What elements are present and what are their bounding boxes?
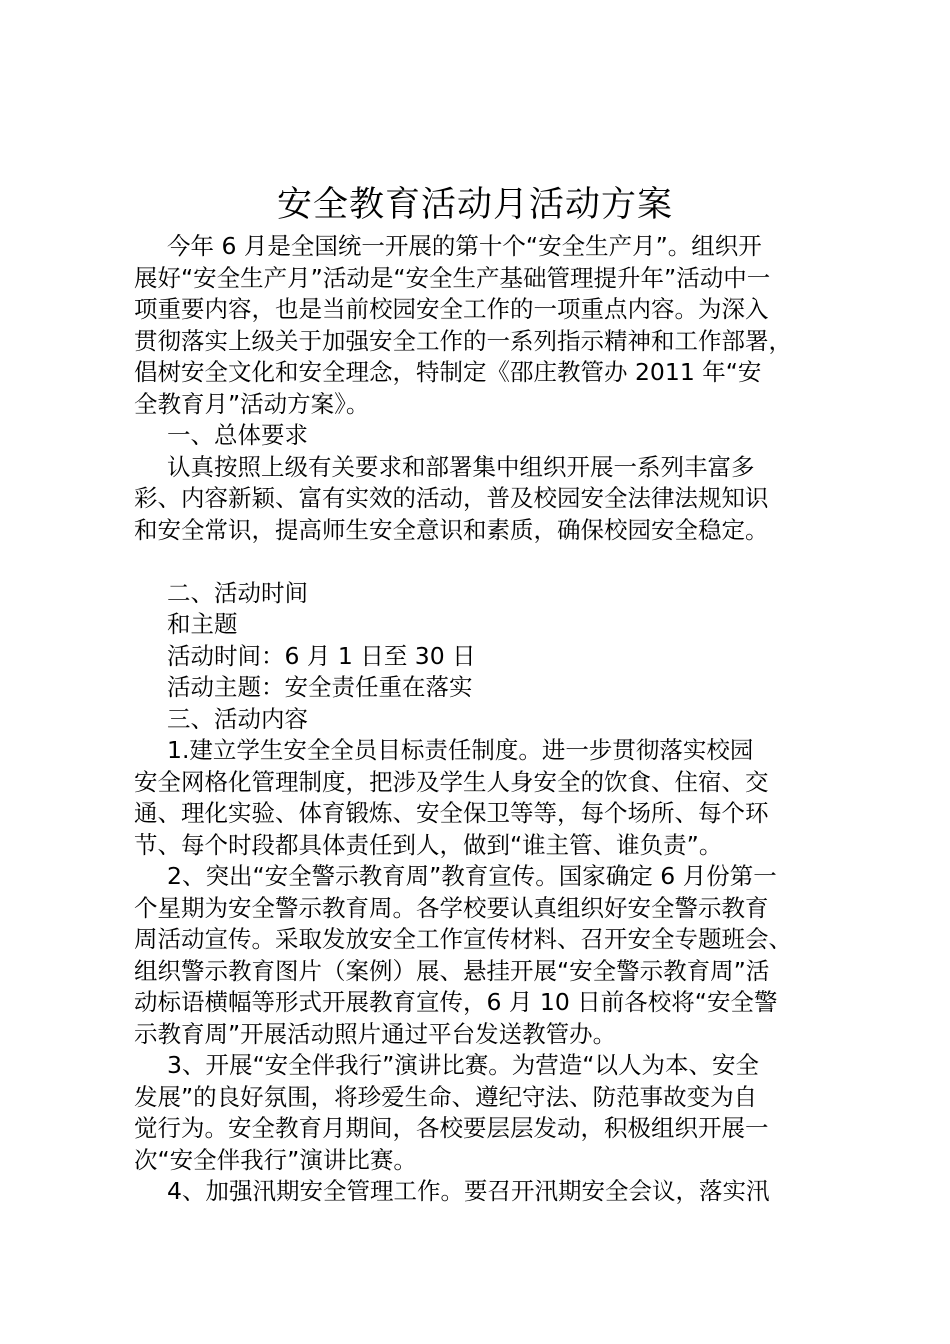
paragraph-line: 彩、内容新颖、富有实效的活动，普及校园安全法律法规知识	[134, 484, 769, 512]
section-heading: 三、活动内容	[167, 704, 308, 733]
paragraph-line: 4、加强汛期安全管理工作。要召开汛期安全会议，落实汛	[167, 1177, 770, 1205]
document-title: 安全教育活动月活动方案	[276, 185, 673, 225]
section-heading-continued: 和主题	[167, 610, 238, 638]
section-heading: 一、总体要求	[167, 421, 308, 449]
paragraph-line: 组织警示教育图片（案例）展、悬挂开展“安全警示教育周”活	[134, 956, 770, 985]
paragraph-line: 和安全常识，提高师生安全意识和素质，确保校园安全稳定。	[134, 515, 769, 544]
paragraph-line: 2、突出“安全警示教育周”教育宣传。国家确定 6 月份第一	[167, 862, 777, 890]
paragraph-line: 发展”的良好氛围，将珍爱生命、遵纪守法、防范事故变为自	[134, 1082, 758, 1111]
paragraph-line: 活动主题：安全责任重在落实	[167, 673, 473, 701]
paragraph-line: 全教育月”活动方案》。	[134, 389, 370, 418]
document-body	[134, 231, 850, 1208]
paragraph-line: 贯彻落实上级关于加强安全工作的一系列指示精神和工作部署，	[134, 326, 792, 355]
paragraph-line: 动标语横幅等形式开展教育宣传，6 月 10 日前各校将“安全警	[134, 988, 778, 1016]
paragraph-line: 周活动宣传。采取发放安全工作宣传材料、召开安全专题班会、	[134, 925, 792, 953]
paragraph-line: 展好“安全生产月”活动是“安全生产基础管理提升年”活动中一	[134, 263, 771, 292]
paragraph-line: 示教育周”开展活动照片通过平台发送教管办。	[134, 1019, 617, 1048]
paragraph-line: 觉行为。安全教育月期间，各校要层层发动，积极组织开展一	[134, 1114, 769, 1142]
paragraph-line: 认真按照上级有关要求和部署集中组织开展一系列丰富多	[167, 452, 755, 481]
paragraph-line: 1.建立学生安全全员目标责任制度。进一步贯彻落实校园	[167, 736, 754, 764]
section-heading: 二、活动时间	[167, 578, 308, 607]
paragraph-line: 今年 6 月是全国统一开展的第十个“安全生产月”。组织开	[167, 232, 762, 260]
blank-line	[134, 546, 850, 578]
paragraph-line: 项重要内容，也是当前校园安全工作的一项重点内容。为深入	[134, 295, 769, 323]
paragraph-line: 3、开展“安全伴我行”演讲比赛。为营造“以人为本、安全	[167, 1051, 759, 1079]
paragraph-line: 通、理化实验、体育锻炼、安全保卫等等，每个场所、每个环	[134, 799, 769, 827]
paragraph-line: 节、每个时段都具体责任到人，做到“谁主管、谁负责”。	[134, 830, 723, 859]
paragraph-line: 次“安全伴我行”演讲比赛。	[134, 1145, 417, 1174]
paragraph-line: 倡树安全文化和安全理念，特制定《邵庄教管办 2011 年“安	[134, 358, 762, 386]
paragraph-line: 活动时间：6 月 1 日至 30 日	[167, 641, 476, 670]
paragraph-line: 个星期为安全警示教育周。各学校要认真组织好安全警示教育	[134, 893, 769, 922]
paragraph-line: 安全网格化管理制度，把涉及学生人身安全的饮食、住宿、交	[134, 767, 769, 796]
